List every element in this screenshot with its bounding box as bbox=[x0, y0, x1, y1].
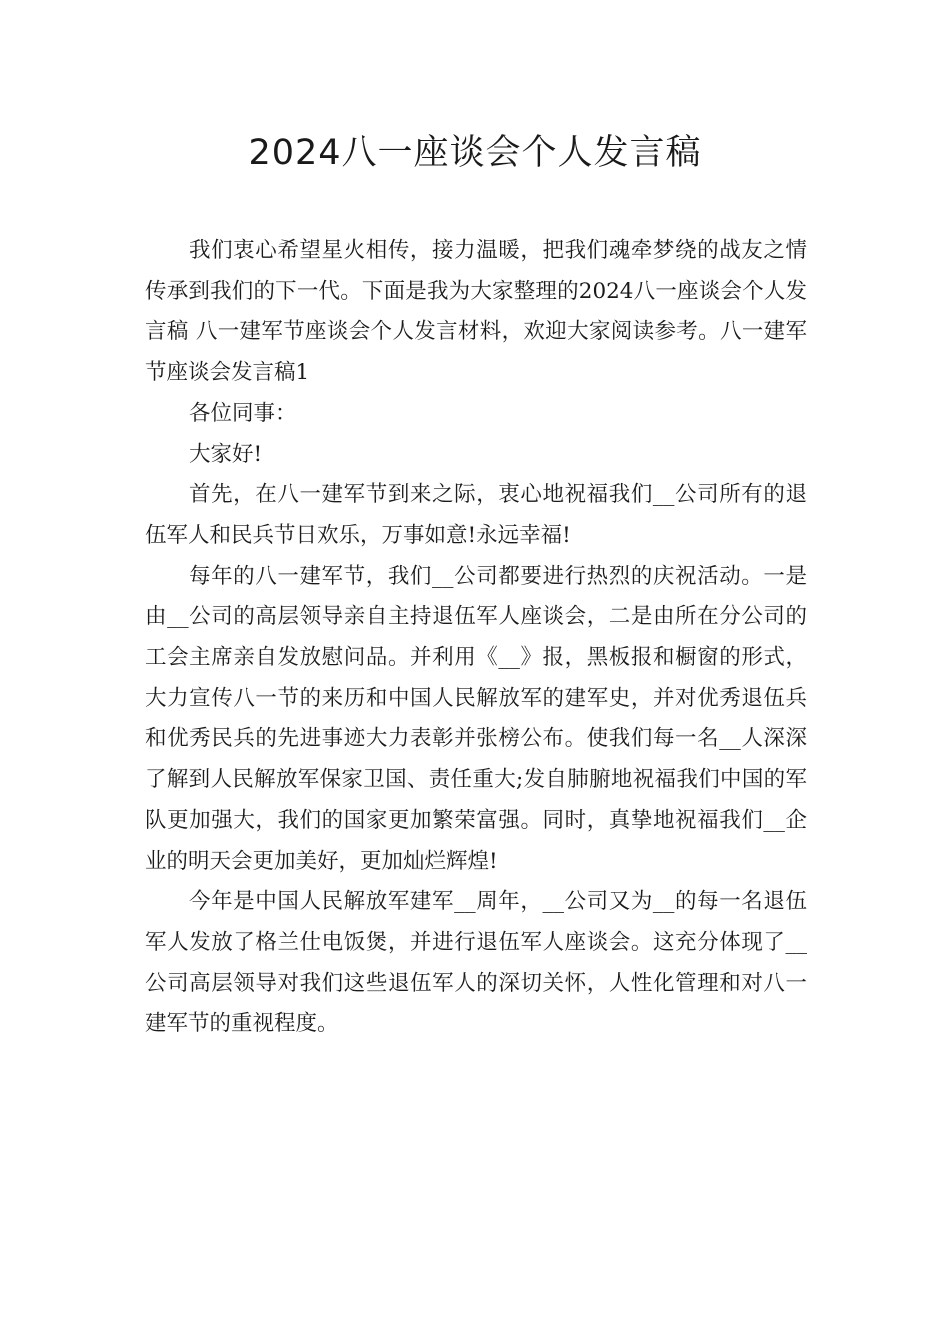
paragraph-blessing: 首先，在八一建军节到来之际，衷心地祝福我们__公司所有的退伍军人和民兵节日欢乐，万事如意!永远幸福! bbox=[145, 482, 807, 548]
paragraph-this-year: 今年是中国人民解放军建军__周年，__公司又为__的每一名退伍军人发放了格兰仕电饭煲，并进行退伍军人座谈会。这充分体现了__公司高层领导对我们这些退伍军人的深切关怀，人性化管理和对八一建军节的重视程度。 bbox=[145, 889, 807, 1037]
paragraph-salutation: 各位同事： bbox=[189, 400, 297, 426]
paragraph-annual-celebration: 每年的八一建军节，我们__公司都要进行热烈的庆祝活动。一是由__公司的高层领导亲自主持退伍军人座谈会，二是由所在分公司的工会主席亲自发放慰问品。并利用《__》报，黑板报和橱窗的形式，大力宣传八一节的来历和中国人民解放军的建军史，并对优秀退伍兵和优秀民兵的先进事迹大力表彰并张榜公布。使我们每一名__人深深了解到人民解放军保家卫国、责任重大;发自肺腑地祝福我们中国的军队更加强大，我们的国家更加繁荣富强。同时，真挚地祝福我们__企业的明天会更加美好，更加灿烂辉煌! bbox=[145, 563, 807, 874]
document-body bbox=[145, 231, 807, 1045]
paragraph-intro: 我们衷心希望星火相传，接力温暖，把我们魂牵梦绕的战友之情传承到我们的下一代。下面是我为大家整理的2024八一座谈会个人发言稿 八一建军节座谈会个人发言材料，欢迎大家阅读参考。八一建军节座谈会发言稿1 bbox=[145, 238, 807, 386]
document-title: 2024八一座谈会个人发言稿 bbox=[248, 133, 702, 173]
paragraph-greeting: 大家好! bbox=[189, 441, 263, 467]
